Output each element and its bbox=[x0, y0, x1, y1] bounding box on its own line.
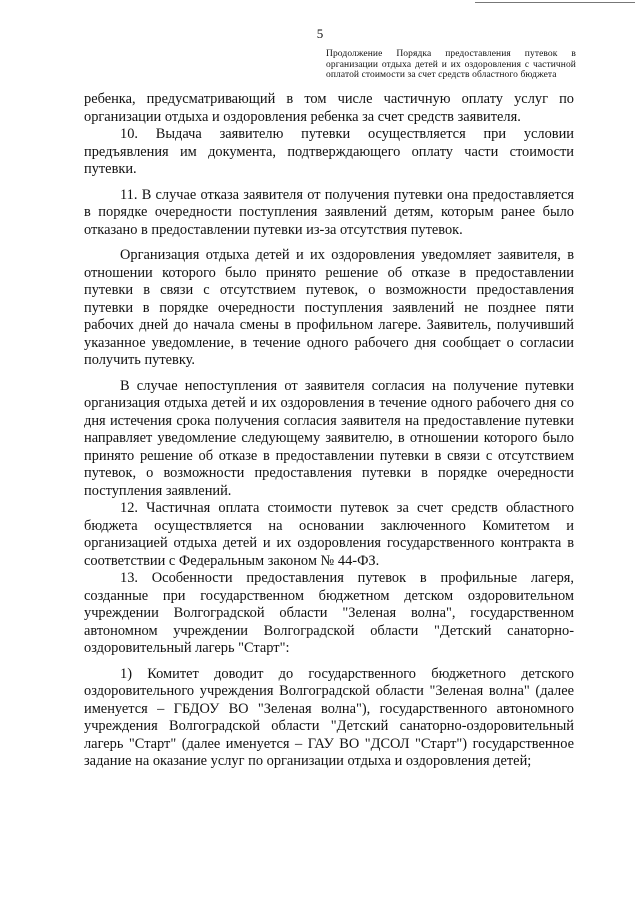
paragraph-item-10: 10. Выдача заявителю путевки осуществляется при условии предъявления им документа, подтверждающего оплату части стоимости путевки. bbox=[84, 126, 574, 177]
header-note: Продолжение Порядка предоставления путевок в организации отдыха детей и их оздоровления с частичной оплатой стоимости за счет средств областного бюджета bbox=[326, 49, 576, 80]
paragraph-subitem-1: 1) Комитет доводит до государственного бюджетного детского оздоровительного учреждения Волгоградской области "Зеленая волна" (далее именуется – ГБДОУ ВО "Зеленая волна"), государственного автономного учреждения Волгоградской области "Детский санаторно-оздоровительный лагерь "Старт" (далее именуется – ГАУ ВО "ДСОЛ "Старт") государственное задание на оказание услуг по организации отдыха и оздоровления детей; bbox=[84, 665, 574, 769]
page-number: 5 bbox=[316, 26, 324, 41]
paragraph-no-consent: В случае непоступления от заявителя согласия на получение путевки организация отдыха детей и их оздоровления в течение одного рабочего дня со дня истечения срока получения согласия заявителя на предоставление путевки направляет уведомление следующему заявителю, в отношении которого было принято решение об отказе в предоставлении путевки в связи с отсутствием путевок, о возможности предоставления путевки в порядке очередности поступления заявлений. bbox=[84, 377, 574, 499]
paragraph-notification: Организация отдыха детей и их оздоровления уведомляет заявителя, в отношении которого было принято решение об отказе в предоставлении путевки в связи с отсутствием путевок, о возможности предоставления путевки в порядке очередности поступления заявлений не позднее пяти рабочих дней до начала смены в профильном лагере. Заявитель, получивший указанное уведомление, в течение одного рабочего дня сообщает о согласии получить путевку. bbox=[84, 247, 574, 368]
paragraph-item-12: 12. Частичная оплата стоимости путевок за счет средств областного бюджета осуществляется на основании заключенного Комитетом и организацией отдыха детей и их оздоровления государственного контракта в соответствии с Федеральным законом № 44-ФЗ. bbox=[84, 500, 574, 569]
paragraph-continuation: ребенка, предусматривающий в том числе частичную оплату услуг по организации отдыха и оздоровления ребенка за счет средств заявителя. bbox=[84, 91, 574, 125]
paragraph-item-11: 11. В случае отказа заявителя от получения путевки она предоставляется в порядке очередности поступления заявлений детям, которым ранее было отказано в предоставлении путевки из-за отсутствия путевок. bbox=[84, 186, 574, 238]
top-edge-line bbox=[475, 2, 635, 3]
document-body bbox=[84, 91, 574, 771]
paragraph-item-13: 13. Особенности предоставления путевок в профильные лагеря, созданные при государственном бюджетном детском оздоровительном учреждении Волгоградской области "Зеленая волна", государственном автономном учреждении Волгоградской области "Детский санаторно-оздоровительный лагерь "Старт": bbox=[84, 570, 574, 656]
